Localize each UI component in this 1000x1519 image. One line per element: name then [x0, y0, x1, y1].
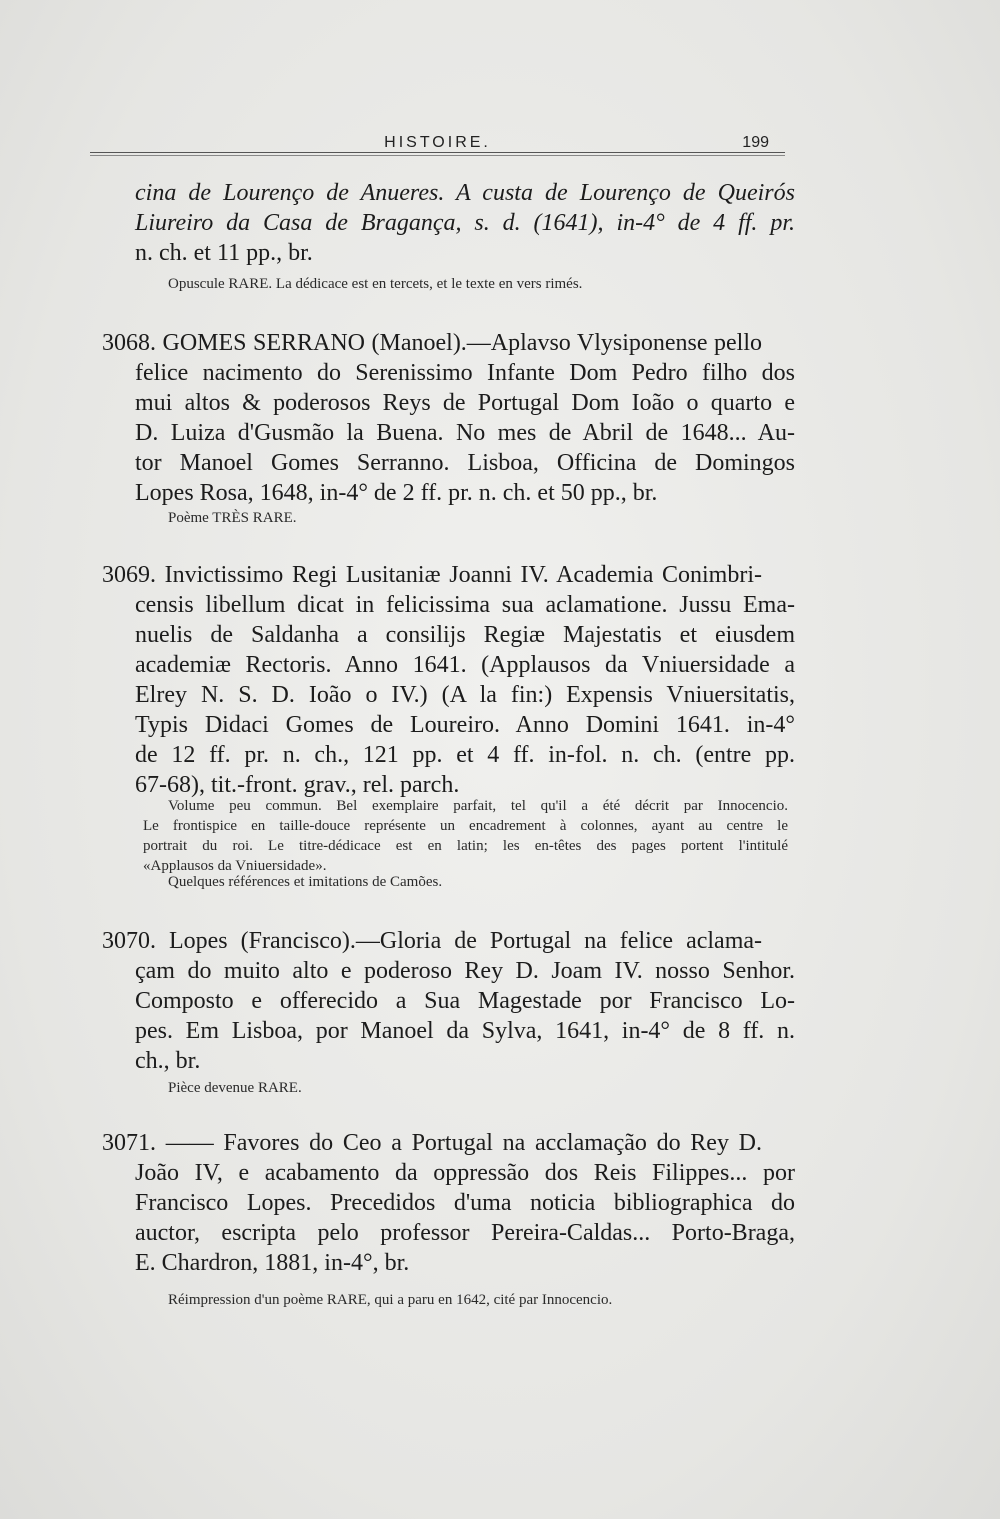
entry-3069-line-4: academiæ Rectoris. Anno 1641. (Applausos da Vniuersidade a	[135, 652, 795, 678]
entry-3069-note-line-2: Le frontispice en taille-douce représente un encadrement à colonnes, ayant au centre le	[143, 818, 788, 834]
entry-3069-line-7: de 12 ff. pr. n. ch., 121 pp. et 4 ff. in-fol. n. ch. (entre pp.	[135, 742, 795, 768]
running-header	[90, 128, 785, 158]
page-number: 199	[742, 134, 769, 151]
entry-3068-line-2: felice nacimento do Serenissimo Infante Dom Pedro filho dos	[135, 360, 795, 386]
entry-3070-line-4: pes. Em Lisboa, por Manoel da Sylva, 1641, in-4° de 8 ff. n.	[135, 1018, 795, 1044]
entry-3070-line-3: Composto e offerecido a Sua Magestade por Francisco Lo-	[135, 988, 795, 1014]
entry-3070-line-5: ch., br.	[135, 1048, 201, 1074]
entry-3071-line-2: João IV, e acabamento da oppressão dos Reis Filippes... por	[135, 1160, 795, 1186]
entry-3069-line-5: Elrey N. S. D. Ioão o IV.) (A la fin:) Expensis Vniuersitatis,	[135, 682, 795, 708]
entry-3071-line-1: 3071. —— Favores do Ceo a Portugal na acclamação do Rey D.	[102, 1130, 762, 1156]
entry-3071-line-3: Francisco Lopes. Precedidos d'uma noticia bibliographica do	[135, 1190, 795, 1216]
entry-3070-line-2: çam do muito alto e poderoso Rey D. Joam IV. nosso Senhor.	[135, 958, 795, 984]
entry-3068-line-5: tor Manoel Gomes Serranno. Lisboa, Officina de Domingos	[135, 450, 795, 476]
entry-prev-line-3: n. ch. et 11 pp., br.	[135, 240, 313, 266]
entry-3068-line-1: 3068. GOMES SERRANO (Manoel).—Aplavso Vlysiponense pello	[102, 330, 762, 356]
entry-3068-note: Poème TRÈS RARE.	[168, 510, 297, 526]
entry-3071-note: Réimpression d'un poème RARE, qui a paru en 1642, cité par Innocencio.	[168, 1292, 613, 1308]
entry-3069-line-3: nuelis de Saldanha a consilijs Regiæ Majestatis et eiusdem	[135, 622, 795, 648]
entry-3069-note-line-5: Quelques références et imitations de Camões.	[168, 874, 443, 890]
entry-prev-note: Opuscule RARE. La dédicace est en tercets, et le texte en vers rimés.	[168, 276, 583, 292]
entry-3069-note-line-3: portrait du roi. Le titre-dédicace est en latin; les en-têtes des pages portent l'intitulé	[143, 838, 788, 854]
running-title: HISTOIRE.	[384, 134, 491, 151]
entry-prev-line-2: Liureiro da Casa de Bragança, s. d. (1641), in-4° de 4 ff. pr.	[135, 210, 795, 236]
entry-3069-line-6: Typis Didaci Gomes de Loureiro. Anno Domini 1641. in-4°	[135, 712, 795, 738]
entry-3069-line-2: censis libellum dicat in felicissima sua aclamatione. Jussu Ema-	[135, 592, 795, 618]
entry-3071-line-5: E. Chardron, 1881, in-4°, br.	[135, 1250, 410, 1276]
entry-3071-line-4: auctor, escripta pelo professor Pereira-Caldas... Porto-Braga,	[135, 1220, 795, 1246]
entry-3069-note-line-1: Volume peu commun. Bel exemplaire parfait, tel qu'il a été décrit par Innocencio.	[168, 798, 788, 814]
entry-3069-line-1: 3069. Invictissimo Regi Lusitaniæ Joanni IV. Academia Conimbri-	[102, 562, 762, 588]
entry-3069-line-8: 67-68), tit.-front. grav., rel. parch.	[135, 772, 460, 798]
entry-3068-line-3: mui altos & poderosos Reys de Portugal Dom Ioão o quarto e	[135, 390, 795, 416]
entry-3070-note: Pièce devenue RARE.	[168, 1080, 302, 1096]
entry-prev-line-1: cina de Lourenço de Anueres. A custa de Lourenço de Queirós	[135, 180, 795, 206]
entry-3069-note-line-4: «Applausos da Vniuersidade».	[143, 858, 327, 874]
entry-3070-line-1: 3070. Lopes (Francisco).—Gloria de Portugal na felice aclama-	[102, 928, 762, 954]
entry-3068-line-6: Lopes Rosa, 1648, in-4° de 2 ff. pr. n. ch. et 50 pp., br.	[135, 480, 658, 506]
entry-3068-line-4: D. Luiza d'Gusmão la Buena. No mes de Abril de 1648... Au-	[135, 420, 795, 446]
header-rule	[90, 152, 785, 156]
